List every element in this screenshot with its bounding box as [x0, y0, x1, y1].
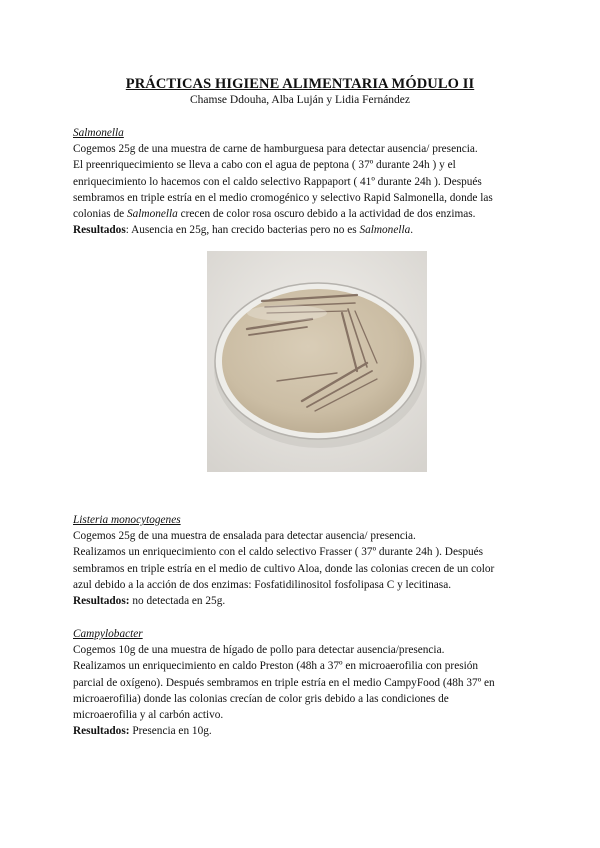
result-label: Resultados:: [73, 725, 130, 738]
result-line: Resultados: no detectada en 25g.: [73, 595, 226, 608]
paragraph-line: El preenriquecimiento se lleva a cabo con el agua de peptona ( 37º durante 24h ) y el: [73, 159, 456, 172]
paragraph-line: Cogemos 25g de una muestra de ensalada para detectar ausencia/ presencia.: [73, 530, 416, 543]
petri-dish-photo: [207, 251, 427, 472]
paragraph-line: Cogemos 25g de una muestra de carne de hamburguesa para detectar ausencia/ presencia.: [73, 143, 478, 156]
species-name: Salmonella: [126, 208, 178, 221]
document-title: PRÁCTICAS HIGIENE ALIMENTARIA MÓDULO II: [125, 76, 475, 92]
paragraph-line: azul debido a la acción de dos enzimas: Fosfatidilinositol fosfolipasa C y lecitinasa.: [73, 578, 452, 591]
paragraph-line: sembramos en triple estría en el medio cromogénico y selectivo Rapid Salmonella, donde las: [73, 191, 493, 204]
paragraph-line: microaerofilia) donde las colonias crecían de color gris debido a las condiciones de: [73, 692, 449, 705]
section-heading: Salmonella: [73, 127, 124, 139]
paragraph-line: sembramos en triple estría en el medio de cultivo Aloa, donde las colonias crecen de un color: [73, 562, 495, 575]
paragraph-line: microaerofilia y al carbón activo.: [73, 709, 224, 722]
petri-dish-illustration: [207, 251, 427, 472]
section-campylobacter: [73, 626, 533, 739]
result-label: Resultados:: [73, 595, 130, 608]
paragraph-line: enriquecimiento lo hacemos con el caldo selectivo Rappaport ( 41º durante 24h ). Después: [73, 175, 482, 188]
result-label: Resultados: [73, 224, 126, 237]
section-heading: Campylobacter: [73, 628, 143, 640]
section-heading: Listeria monocytogenes: [73, 514, 181, 526]
section-salmonella: [73, 125, 533, 238]
dish-reflection: [247, 305, 327, 321]
paragraph-line: Cogemos 10g de una muestra de hígado de pollo para detectar ausencia/presencia.: [73, 644, 445, 657]
species-name: Salmonella: [359, 224, 411, 237]
section-listeria: [73, 512, 533, 609]
paragraph-line: Realizamos un enriquecimiento en caldo Preston (48h a 37º en microaerofilia con presión: [73, 660, 479, 673]
paragraph-line: Realizamos un enriquecimiento con el caldo selectivo Frasser ( 37º durante 24h ). Después: [73, 546, 484, 559]
result-line: Resultados: Ausencia en 25g, han crecido bacterias pero no es Salmonella.: [73, 224, 414, 237]
document-authors: Chamse Ddouha, Alba Luján y Lidia Fernández: [189, 94, 411, 106]
result-line: Resultados: Presencia en 10g.: [73, 725, 212, 738]
paragraph-line: parcial de oxígeno). Después sembramos en triple estría en el medio CampyFood (48h 37º en: [73, 676, 495, 689]
paragraph-line: colonias de Salmonella crecen de color rosa oscuro debido a la actividad de dos enzimas.: [73, 208, 476, 221]
